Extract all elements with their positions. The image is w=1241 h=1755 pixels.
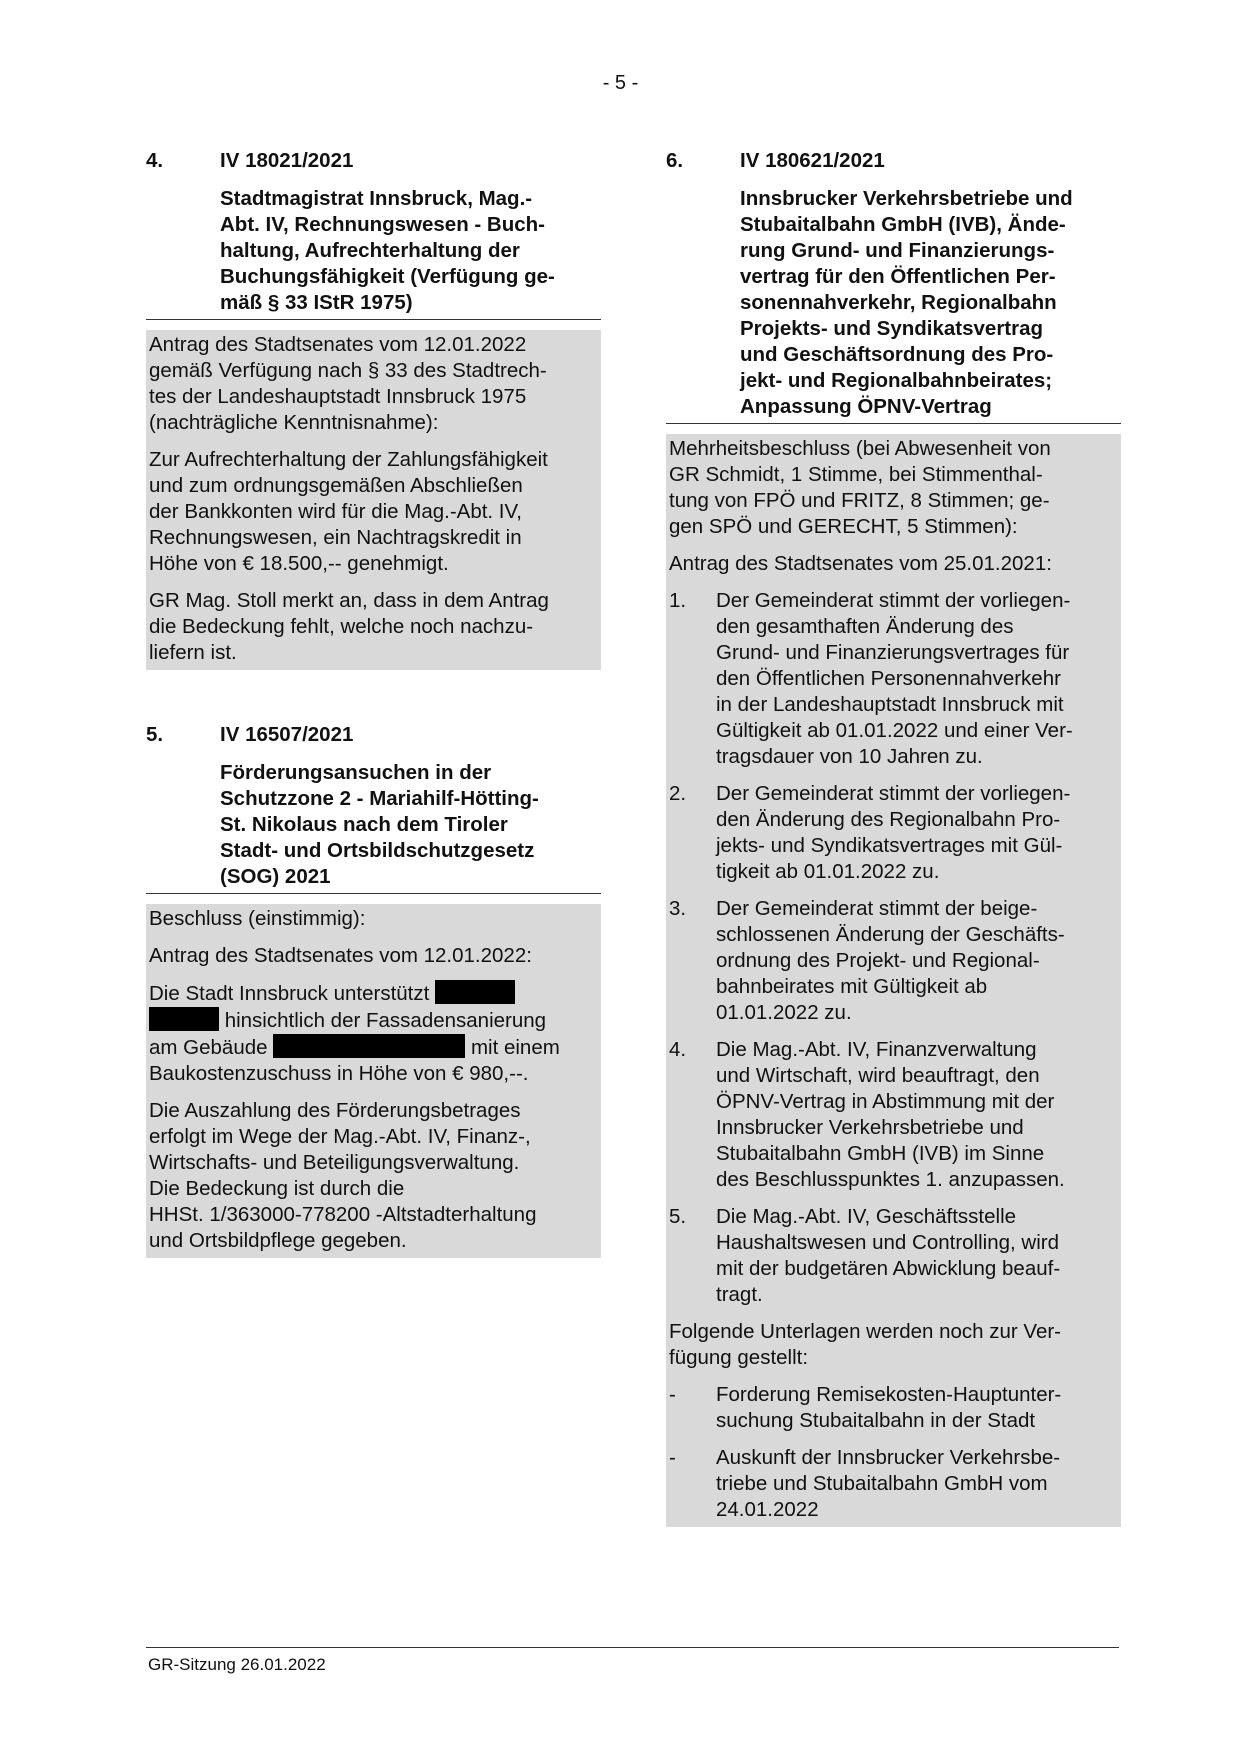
redaction-block xyxy=(435,980,515,1004)
title-line: jekt- und Regionalbahnbeirates; xyxy=(740,369,1053,392)
title-line: vertrag für den Öffentlichen Per- xyxy=(740,265,1056,288)
footer-rule xyxy=(146,1647,1119,1648)
decision-point: 4. Die Mag.-Abt. IV, Finanzverwaltung und Wirtschaft, wird beauftragt, den ÖPNV-Vertrag in Abstimmung mit der Innsbrucker Verkehrsbetriebe und Stubaitalbahn GmbH (IVB) im Sinne des Beschlusspunktes 1. anzupassen. xyxy=(669,1038,1065,1191)
document-item: - Auskunft der Innsbrucker Verkehrsbe- triebe und Stubaitalbahn GmbH vom 24.01.2022 xyxy=(669,1446,1061,1521)
title-line: und Geschäftsordnung des Pro- xyxy=(740,343,1054,366)
title-line: rung Grund- und Finanzierungs- xyxy=(740,239,1055,262)
motion-text: Antrag des Stadtsenates vom 25.01.2021: xyxy=(669,552,1052,575)
decision-box xyxy=(146,904,601,1258)
title-line: mäß § 33 IStR 1975) xyxy=(220,291,413,314)
resolution-paragraph: Mehrheitsbeschluss (bei Abwesenheit von GR Schmidt, 1 Stimme, bei Stimmenthal- tung von FPÖ und FRITZ, 8 Stimmen; ge- gen SPÖ und GERECHT, 5 Stimmen): xyxy=(669,437,1051,538)
decision-point: 5. Die Mag.-Abt. IV, Geschäftsstelle Haushaltswesen und Controlling, wird mit der budgetären Abwicklung beauf- tragt. xyxy=(669,1205,1061,1306)
agenda-item-5 xyxy=(146,722,601,1258)
support-paragraph: Die Stadt Innsbruck unterstützt hinsichtlich der Fassadensanierung am Gebäude mit einem Baukostenzuschuss in Höhe von € 980,--. xyxy=(149,982,560,1085)
title-line: Buchungsfähigkeit (Verfügung ge- xyxy=(220,265,555,288)
decision-point: 2. Der Gemeinderat stimmt der vorliegen- den Änderung des Regionalbahn Pro- jekts- und Syndikatsvertrages mit Gül- tigkeit ab 01.01.2022 zu. xyxy=(669,782,1071,883)
documents-intro: Folgende Unterlagen werden noch zur Ver- fügung gestellt: xyxy=(669,1320,1062,1369)
title-line: Schutzzone 2 - Mariahilf-Hötting- xyxy=(220,787,539,810)
title-line: Anpassung ÖPNV-Vertrag xyxy=(740,395,992,418)
decision-box xyxy=(666,434,1121,1527)
item-title xyxy=(146,760,601,894)
motion-paragraph: Antrag des Stadtsenates vom 12.01.2022 gemäß Verfügung nach § 33 des Stadtrech- tes der Landeshauptstadt Innsbruck 1975 (nachträgliche Kenntnisnahme): xyxy=(149,333,547,434)
remark-paragraph: GR Mag. Stoll merkt an, dass in dem Antrag die Bedeckung fehlt, welche noch nachzu- liefern ist. xyxy=(149,589,549,664)
item-heading xyxy=(146,148,601,174)
left-column xyxy=(146,148,601,1258)
item-reference: IV 16507/2021 xyxy=(220,723,354,746)
decision-paragraph: Zur Aufrechterhaltung der Zahlungsfähigkeit und zum ordnungsgemäßen Abschließen der Bankkonten wird für die Mag.-Abt. IV, Rechnungswesen, ein Nachtragskredit in Höhe von € 18.500,-- genehmigt. xyxy=(149,448,548,575)
title-line: Abt. IV, Rechnungswesen - Buch- xyxy=(220,213,546,236)
item-number: 6. xyxy=(666,149,684,172)
decision-box xyxy=(146,330,601,670)
decision-point: 1. Der Gemeinderat stimmt der vorliegen- den gesamthaften Änderung des Grund- und Finanzierungsvertrages für den Öffentlichen Personennahverkehr in der Landeshauptstadt Innsbruck mit Gültigkeit ab 01.01.2022 und einer Ver- tragsdauer von 10 Jahren zu. xyxy=(669,589,1073,768)
item-heading xyxy=(666,148,1121,174)
document-item: - Forderung Remisekosten-Hauptunter- suchung Stubaitalbahn in der Stadt xyxy=(669,1383,1062,1432)
item-title xyxy=(666,186,1121,424)
item-reference: IV 18021/2021 xyxy=(220,149,354,172)
redaction-block xyxy=(149,1007,219,1031)
item-heading xyxy=(146,722,601,748)
resolution-text: Beschluss (einstimmig): xyxy=(149,907,366,930)
title-line: (SOG) 2021 xyxy=(220,865,331,888)
title-line: Innsbrucker Verkehrsbetriebe und xyxy=(740,187,1073,210)
title-line: Stubaitalbahn GmbH (IVB), Ände- xyxy=(740,213,1066,236)
right-column xyxy=(666,148,1121,1527)
page-number: - 5 - xyxy=(602,72,639,94)
item-number: 4. xyxy=(146,149,164,172)
title-line: Stadt- und Ortsbildschutzgesetz xyxy=(220,839,535,862)
motion-text: Antrag des Stadtsenates vom 12.01.2022: xyxy=(149,944,532,967)
title-line: Stadtmagistrat Innsbruck, Mag.- xyxy=(220,187,533,210)
footer-text: GR-Sitzung 26.01.2022 xyxy=(148,1655,326,1674)
agenda-item-4 xyxy=(146,148,601,670)
item-title xyxy=(146,186,601,320)
title-line: haltung, Aufrechterhaltung der xyxy=(220,239,520,262)
redaction-block xyxy=(273,1034,465,1058)
payout-paragraph: Die Auszahlung des Förderungsbetrages erfolgt im Wege der Mag.-Abt. IV, Finanz-, Wirtschafts- und Beteiligungsverwaltung. Die Bedeckung ist durch die HHSt. 1/363000-778200 -Altstadterhaltung und Ortsbildpflege gegeben. xyxy=(149,1099,537,1252)
title-line: St. Nikolaus nach dem Tiroler xyxy=(220,813,508,836)
title-line: Projekts- und Syndikatsvertrag xyxy=(740,317,1044,340)
item-reference: IV 180621/2021 xyxy=(740,149,885,172)
item-number: 5. xyxy=(146,723,164,746)
agenda-item-6 xyxy=(666,148,1121,1527)
title-line: Förderungsansuchen in der xyxy=(220,761,492,784)
decision-point: 3. Der Gemeinderat stimmt der beige- schlossenen Änderung der Geschäfts- ordnung des Projekt- und Regional- bahnbeirates mit Gültigkeit ab 01.01.2022 zu. xyxy=(669,897,1065,1024)
title-line: sonennahverkehr, Regionalbahn xyxy=(740,291,1057,314)
